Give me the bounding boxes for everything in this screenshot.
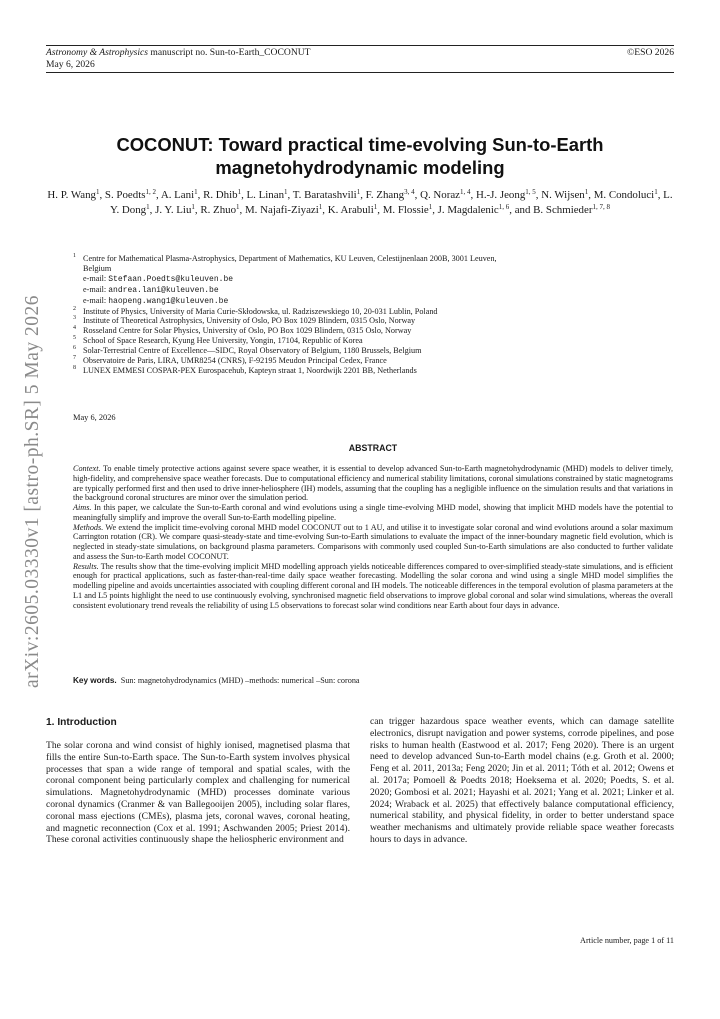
header-date: May 6, 2026 [46,58,95,70]
author-name: R. Zhuo [200,203,237,216]
author-affiliation-marker: 1, 2 [145,188,156,196]
page-footer: Article number, page 1 of 11 [580,936,674,945]
author-name: F. Zhang [365,189,405,201]
author-name: R. Dhib [203,189,238,201]
author-affiliation-marker: 1, 6 [498,202,510,211]
author-affiliation-marker: 1 [584,188,589,196]
author-name: L. Linan [246,189,285,201]
author-affiliation-marker: 1, 4 [460,188,471,196]
author-affiliation-marker: 1 [191,202,195,211]
title-line-2: magnetohydrodynamic modeling [215,157,505,178]
author-name: K. Arabuli [327,203,374,216]
author-name: M. Najafi-Ziyazi [245,203,319,216]
affiliation-6: 6 Solar-Terrestrial Centre of Excellence—SIDC, Royal Observatory of Belgium, 1180 Brussels, Belgium [73,345,422,356]
author-name: S. Poedts [104,189,146,201]
intro-column-right: can trigger hazardous space weather events, which can damage satellite electronics, disrupt navigation and power systems, corrode pipelines, and pose risks to human health (Eastwood et al. 2017; Feng 2020). There is an urgent need to develop advanced Sun-to-Earth model chains (e.g. Groth et al. 2000; Feng et al. 2011, 2013a; Feng 2020; Jin et al. 2011; Tóth et al. 2012; Owens et al. 2017a; Pomoell & Poedts 2018; Hoeksema et al. 2020; Poedts, S. et al. 2020; Gombosi et al. 2021; Hayashi et al. 2021; Yang et al. 2021; Linker et al. 2024; Wraback et al. 2025) that effectively balance computational efficiency, numerical stability, and physical fidelity, in order to better understand space weather mechanisms and ultimately provide reliable space weather forecasts hours to days in advance. [370,716,674,845]
affiliations [73,254,673,376]
author-name: H. P. Wang [47,189,96,201]
author-name: N. Wijsen [541,189,585,201]
author-name: J. Magdalenic [437,203,499,216]
email-line: e-mail: Stefaan.Poedts@kuleuven.be [83,273,234,284]
author-name: A. Lani [160,189,195,201]
author-affiliation-marker: 1 [194,188,198,196]
author-list: H. P. Wang$^1$, S. Poedts$^{1, 2}$, A. Lani$^1$, R. Dhib$^1$, L. Linan$^1$, T. Baratashvili$^1$, F. Zhang$^{3, 4}$, Q. Noraz$^{1, 4}$, H.-J. Jeong$^{1, 5}$, N. Wijsen$^1$, M. Condoluci$^1$, L. Y. Dong$^1$, J. Y. Liu$^1$, R. Zhuo$^1$, M. Najafi-Ziyazi$^1$, K. Arabuli$^1$, M. Flossie$^1$, J. Magdalenic$^{1, 6}$, and B. Schmieder$^{1, 7, 8}$ [47,188,673,216]
author-affiliation-marker: 1 [236,202,240,211]
manuscript-id: manuscript no. Sun-to-Earth_COCONUT [150,47,311,58]
author-affiliation-marker: 1 [428,202,433,211]
affiliation-5: 5 School of Space Research, Kyung Hee University, Yongin, 17104, Republic of Korea [73,335,363,346]
abstract-body [73,464,673,610]
author-affiliation-marker: 1 [284,188,288,196]
email-line: e-mail: andrea.lani@kuleuven.be [83,284,219,295]
abstract-aims: Aims. In this paper, we calculate the Sun-to-Earth coronal and wind evolutions using a single time-evolving MHD model, showing that implicit MHD models have the potential to meaningfully simplify and improve the overall Sun-to-Earth modelling pipeline. [73,503,673,522]
affiliation-3: 3 Institute of Theoretical Astrophysics, University of Oslo, PO Box 1029 Blindern, 0315 Oslo, Norway [73,315,416,326]
abstract-heading: ABSTRACT [348,443,398,453]
author-affiliation-marker: 3, 4 [404,188,415,196]
email-line: e-mail: haopeng.wang1@kuleuven.be [83,295,229,306]
abstract-results: Results. The results show that the time-evolving implicit MHD modelling approach yields noticeable differences compared to over-simplified steady-state simulations, and is efficient enough for practical applications, such as faster-than-real-time daily space weather forecasting. Modelling the solar corona and wind using a single MHD model simplifies the modelling pipeline and avoids uncertainties associated with coupling different coronal and IH models. The noticeable differences in the temporal evolution of plasma parameters at the L1 and L5 points highlight the need to use continuously evolving, synchronised magnetic field observations to improve global coronal and solar wind simulations, whereas the overall consistent evolutionary trend reveals the reliability of using L5 observations to forecast solar wind conditions near Earth about four days in advance. [73,561,673,610]
author-name: J. Y. Liu [155,203,192,216]
author-name: H.-J. Jeong [475,189,526,201]
running-header [46,45,674,73]
author-affiliation-marker: 1 [356,188,361,196]
affiliation-4: 4 Rosseland Centre for Solar Physics, University of Oslo, PO Box 1029 Blindern, 0315 Oslo, Norway [73,325,412,336]
author-name: M. Flossie [382,203,429,216]
keywords: Key words. Sun: magnetohydrodynamics (MHD) –methods: numerical –Sun: corona [73,676,360,685]
author-affiliation-marker: 1 [654,188,658,196]
affiliation-7: 7 Observatoire de Paris, LIRA, UMR8254 (CNRS), F-92195 Meudon Principal Cedex, France [73,355,387,366]
affiliation-1: 1 Centre for Mathematical Plasma-Astrophysics, Department of Mathematics, KU Leuven, Celestijnenlaan 200B, 3001 Leuven, Belgium e-mail: Stefaan.Poedts@kuleuven.be e-mail: andrea.lani@kuleuven.be e-mail: haopeng.wang1@kuleuven.be [73,254,673,307]
author-affiliation-marker: 1 [318,202,323,211]
author-affiliation-marker: 1, 7, 8 [592,202,610,211]
affiliation-8: 8 LUNEX EMMESI COSPAR-PEX Eurospacehub, Kapteyn straat 1, Noordwijk 2201 BB, Netherlands [73,364,417,375]
author-name: M. Condoluci [593,189,655,201]
author-name: Q. Noraz [420,189,460,201]
journal-name: Astronomy & Astrophysics [46,47,148,58]
abstract-methods: Methods. We extend the implicit time-evolving coronal MHD model COCONUT out to 1 AU, and utilise it to investigate solar coronal and wind evolutions around a solar maximum Carrington rotation (CR). We compare quasi-steady-state and time-evolving Sun-to-Earth simulations to evaluate the impact of the inner-boundary magnetic field evolution, which is neglected in steady-state simulations, on background plasma parameters. Comparisons with commonly used coupled Sun-to-Earth simulations are also conducted to further validate and assess the Sun-to-Earth model COCONUT. [73,522,673,561]
author-and: and [514,203,531,216]
author-affiliation-marker: 1 [373,202,378,211]
author-name: L. Y. Dong [110,189,673,216]
author-affiliation-marker: 1, 5 [525,188,536,196]
author-name: T. Baratashvili [292,189,357,201]
copyright: ©ESO 2026 [627,47,674,58]
abstract-context: Context. To enable timely protective actions against severe space weather, it is essential to develop advanced Sun-to-Earth magnetohydrodynamic (MHD) models to deliver timely, high-fidelity, and comprehensive space weather forecasts. Due to computational efficiency and numerical stability limitations, coronal simulations constrained by static magnetograms are typically performed first and then used to drive inner-heliosphere (IH) models, assuming that the coupling has a negligible influence on the simulation results and that variations in the background coronal structures are minor over the simulation period. [73,464,673,503]
section-heading: 1. Introduction [46,717,117,728]
author-name: B. Schmieder [533,203,593,216]
arxiv-identifier: arXiv:2605.03330v1 [astro-ph.SR] 5 May 2026 [22,294,43,688]
author-affiliation-marker: 1 [237,188,242,196]
affiliation-2: 2 Institute of Physics, University of Maria Curie-Skłodowska, ul. Radziszewskiego 10, 20-031 Lublin, Poland [73,305,438,316]
intro-column-left: The solar corona and wind consist of highly ionised, magnetised plasma that fills the entire Sun-to-Earth space. The Sun-to-Earth system involves physical processes that span a wide range of temporal and spatial scales, with the coronal component being particularly complex and challenging for numerical simulations. Magnetohydrodynamic (MHD) processes dominate various coronal dynamics (Cranmer & van Ballegooijen 2005), including solar flares, coronal mass ejections (CMEs), plasma jets, coronal waves, coronal heating, and magnetic reconnection (Cox et al. 1991; Aschwanden 2005; Priest 2014). These coronal activities continuously shape the heliospheric environment and [46,740,350,846]
title-line-1: COCONUT: Toward practical time-evolving Sun-to-Earth [116,134,604,155]
author-affiliation-marker: 1 [95,188,100,196]
paper-title [60,133,660,179]
received-date: May 6, 2026 [73,413,116,422]
author-affiliation-marker: 1 [146,202,150,211]
